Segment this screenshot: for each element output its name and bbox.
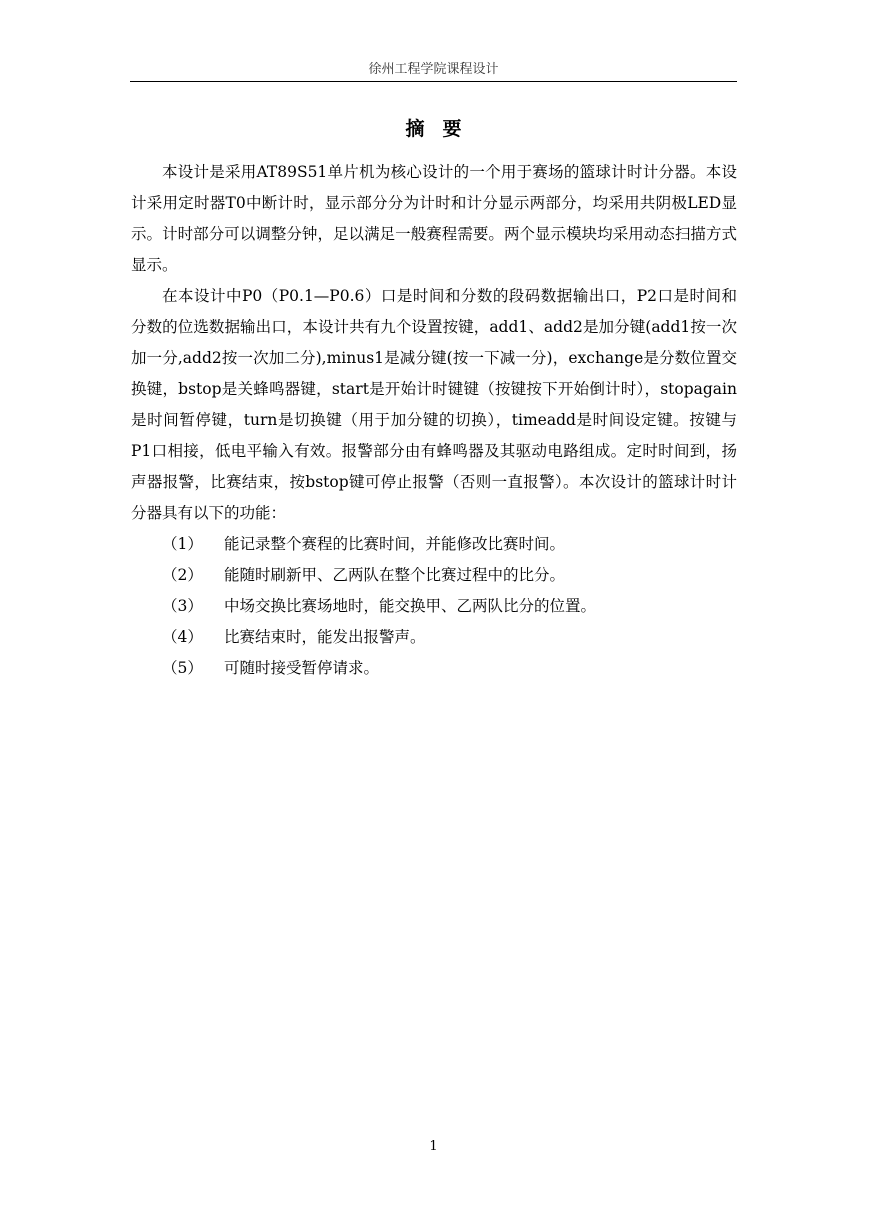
feature-item-3 xyxy=(131,591,737,622)
paragraph-2: 在本设计中P0（P0.1—P0.6）口是时间和分数的段码数据输出口，P2口是时间和分数的位选数据输出口，本设计共有九个设置按键，add1、add2是加分键(add1按一次加一分,add2按一次加二分),minus1是减分键(按一下减一分)，exchange是分数位置交换键，bstop是关蜂鸣器键，start是开始计时键键（按键按下开始倒计时），stopagain是时间暂停键，turn是切换键（用于加分键的切换），timeadd是时间设定键。按键与P1口相接，低电平输入有效。报警部分由有蜂鸣器及其驱动电路组成。定时时间到，扬声器报警，比赛结束，按bstop键可停止报警（否则一直报警）。本次设计的篮球计时计分器具有以下的功能： xyxy=(131,287,737,522)
page-number: 1 xyxy=(429,1139,438,1154)
page-header: 徐州工程学院课程设计 xyxy=(130,62,737,82)
feature-number: （3） xyxy=(162,597,203,615)
feature-item-2 xyxy=(131,560,737,591)
feature-number: （5） xyxy=(162,659,203,677)
feature-item-1 xyxy=(131,529,737,560)
feature-text: 能随时刷新甲、乙两队在整个比赛过程中的比分。 xyxy=(224,566,566,584)
feature-number: （1） xyxy=(162,535,203,553)
feature-number: （2） xyxy=(162,566,203,584)
feature-item-5 xyxy=(131,653,737,684)
feature-text: 能记录整个赛程的比赛时间，并能修改比赛时间。 xyxy=(224,535,566,553)
feature-number: （4） xyxy=(162,628,203,646)
paragraph-1: 本设计是采用AT89S51单片机为核心设计的一个用于赛场的篮球计时计分器。本设计采用定时器T0中断计时，显示部分分为计时和计分显示两部分，均采用共阴极LED显示。计时部分可以调整分钟，足以满足一般赛程需要。两个显示模块均采用动态扫描方式显示。 xyxy=(131,163,737,274)
feature-text: 比赛结束时，能发出报警声。 xyxy=(224,628,426,646)
abstract-title: 摘要 xyxy=(405,118,480,140)
feature-text: 中场交换比赛场地时，能交换甲、乙两队比分的位置。 xyxy=(224,597,597,615)
abstract-body xyxy=(131,157,737,684)
feature-text: 可随时接受暂停请求。 xyxy=(224,659,380,677)
feature-item-4 xyxy=(131,622,737,653)
